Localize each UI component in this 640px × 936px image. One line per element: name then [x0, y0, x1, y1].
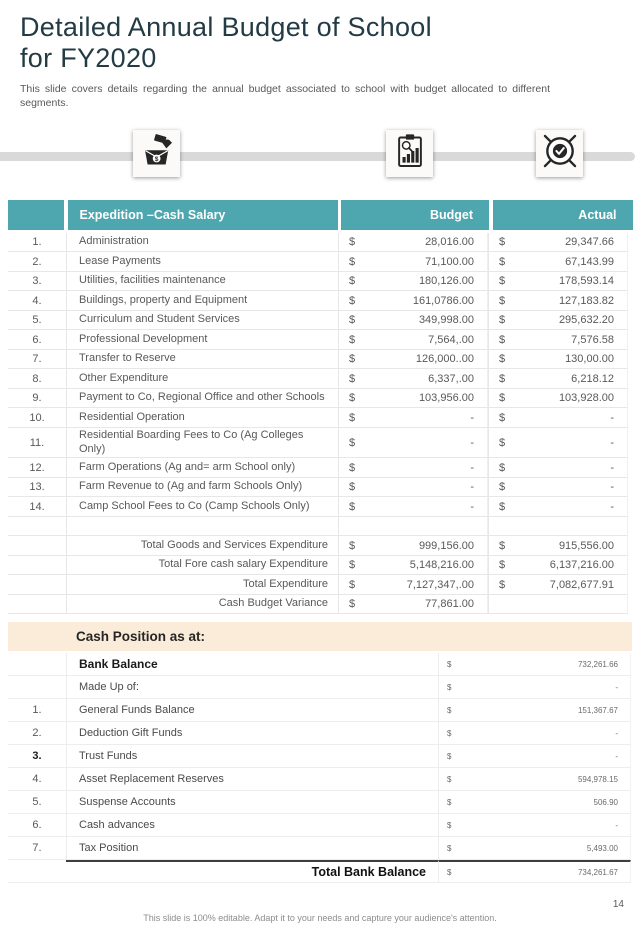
actual-value: 6,218.12 — [571, 372, 614, 385]
row-label: Cash advances — [66, 814, 438, 837]
row-amount — [438, 699, 631, 722]
currency-symbol: $ — [447, 705, 452, 715]
row-label: Administration — [66, 233, 338, 253]
row-actual — [488, 458, 628, 478]
currency-symbol: $ — [499, 392, 506, 405]
total-budget — [338, 556, 488, 576]
row-actual — [488, 408, 628, 428]
row-number: 7. — [8, 837, 66, 860]
actual-value: 67,143.99 — [565, 255, 614, 268]
budget-value: 28,016.00 — [425, 236, 474, 249]
row-number: 2. — [8, 252, 66, 272]
currency-symbol: $ — [447, 728, 452, 738]
row-label: General Funds Balance — [66, 699, 438, 722]
row-number — [8, 556, 66, 576]
row-label: Other Expenditure — [66, 369, 338, 389]
total-budget — [338, 575, 488, 595]
row-amount — [438, 814, 631, 837]
row-amount — [438, 722, 631, 745]
currency-symbol: $ — [349, 294, 356, 307]
actual-value: 29,347.66 — [565, 236, 614, 249]
total-label: Total Goods and Services Expenditure — [66, 536, 338, 556]
budget-row — [8, 497, 632, 517]
budget-value: - — [470, 500, 474, 513]
budget-value: 999,156.00 — [418, 539, 474, 552]
total-actual — [488, 595, 628, 615]
row-amount — [438, 768, 631, 791]
budget-value: - — [470, 481, 474, 494]
total-label: Total Expenditure — [66, 575, 338, 595]
actual-value: - — [610, 481, 614, 494]
budget-value: 349,998.00 — [418, 314, 474, 327]
currency-symbol: $ — [349, 392, 356, 405]
row-actual — [488, 291, 628, 311]
currency-symbol: $ — [499, 314, 506, 327]
currency-symbol: $ — [349, 436, 356, 449]
budget-value: 7,564,.00 — [428, 333, 474, 346]
row-budget — [338, 497, 488, 517]
total-label: Cash Budget Variance — [66, 595, 338, 615]
currency-symbol: $ — [499, 578, 506, 591]
budget-row — [8, 272, 632, 292]
currency-symbol: $ — [499, 372, 506, 385]
budget-value: 103,956.00 — [418, 392, 474, 405]
row-label: Transfer to Reserve — [66, 350, 338, 370]
budget-row — [8, 330, 632, 350]
row-label: Suspense Accounts — [66, 791, 438, 814]
row-label: Trust Funds — [66, 745, 438, 768]
cash-total-row — [8, 860, 632, 883]
currency-symbol: $ — [499, 255, 506, 268]
row-number: 4. — [8, 291, 66, 311]
currency-symbol: $ — [349, 481, 356, 494]
row-number — [8, 595, 66, 615]
actual-value: - — [610, 436, 614, 449]
actual-value: 915,556.00 — [558, 539, 614, 552]
budget-value: 180,126.00 — [418, 275, 474, 288]
budget-card — [386, 130, 433, 177]
row-number: 5. — [8, 311, 66, 331]
budget-table-totals — [8, 536, 632, 614]
cash-position-body — [8, 653, 632, 860]
cash-row — [8, 745, 632, 768]
row-number: 6. — [8, 814, 66, 837]
currency-symbol: $ — [349, 598, 356, 611]
budget-row — [8, 458, 632, 478]
budget-row — [8, 389, 632, 409]
cash-row — [8, 676, 632, 699]
currency-symbol: $ — [349, 314, 356, 327]
row-number: 4. — [8, 768, 66, 791]
budget-value: - — [470, 461, 474, 474]
header-item-cell: Expedition –Cash Salary — [68, 200, 338, 230]
cash-position-table — [8, 622, 632, 883]
row-number: 2. — [8, 722, 66, 745]
row-actual — [488, 350, 628, 370]
row-actual — [488, 389, 628, 409]
row-budget — [338, 369, 488, 389]
totals-row — [8, 556, 632, 576]
row-number — [8, 676, 66, 699]
actual-value: 7,082,677.91 — [549, 578, 614, 591]
row-budget — [338, 389, 488, 409]
header-actual-cell: Actual — [493, 200, 633, 230]
row-budget — [338, 350, 488, 370]
budget-row — [8, 252, 632, 272]
cash-row — [8, 814, 632, 837]
currency-symbol: $ — [499, 559, 506, 572]
row-budget — [338, 428, 488, 459]
budget-row — [8, 291, 632, 311]
amount-value: 734,261.67 — [577, 867, 618, 877]
row-actual — [488, 369, 628, 389]
amount-value: 732,261.66 — [577, 659, 618, 669]
currency-symbol: $ — [349, 236, 356, 249]
row-number — [8, 536, 66, 556]
currency-symbol: $ — [349, 353, 356, 366]
budget-value: 126,000..00 — [415, 353, 474, 366]
currency-symbol: $ — [349, 559, 356, 572]
row-label: Farm Revenue to (Ag and farm Schools Only) — [66, 478, 338, 498]
salary-cash-in-hand-icon — [139, 133, 175, 174]
budget-value: 6,337,.00 — [428, 372, 474, 385]
total-label: Total Fore cash salary Expenditure — [66, 556, 338, 576]
budget-row — [8, 517, 632, 537]
row-amount — [438, 745, 631, 768]
page-subtitle: This slide covers details regarding the annual budget associated to school with budget allocated to different segments. — [20, 82, 550, 109]
row-number — [8, 517, 66, 537]
currency-symbol: $ — [499, 539, 506, 552]
page-title — [20, 12, 620, 75]
budget-value: 7,127,347,.00 — [406, 578, 474, 591]
total-bank-balance-amount — [438, 860, 631, 883]
target-check-icon — [541, 132, 579, 175]
currency-symbol: $ — [499, 294, 506, 307]
row-label — [66, 517, 338, 537]
row-number: 12. — [8, 458, 66, 478]
amount-value: - — [615, 820, 618, 830]
currency-symbol: $ — [349, 461, 356, 474]
budget-row — [8, 478, 632, 498]
cash-row — [8, 837, 632, 860]
amount-value: - — [615, 682, 618, 692]
row-number: 13. — [8, 478, 66, 498]
row-budget — [338, 330, 488, 350]
budget-value: 5,148,216.00 — [409, 559, 474, 572]
total-budget — [338, 595, 488, 615]
row-number: 3. — [8, 745, 66, 768]
row-actual — [488, 517, 628, 537]
cash-row — [8, 699, 632, 722]
row-label: Utilities, facilities maintenance — [66, 272, 338, 292]
currency-symbol: $ — [499, 333, 506, 346]
budget-report-clipboard-icon — [392, 133, 428, 174]
row-label: Lease Payments — [66, 252, 338, 272]
amount-value: 5,493.00 — [586, 843, 618, 853]
row-actual — [488, 497, 628, 517]
currency-symbol: $ — [499, 461, 506, 474]
budget-value: 161,0786.00 — [412, 294, 474, 307]
budget-row — [8, 311, 632, 331]
budget-value: 71,100.00 — [425, 255, 474, 268]
currency-symbol: $ — [349, 500, 356, 513]
actual-value: - — [610, 461, 614, 474]
actual-value: 103,928.00 — [558, 392, 614, 405]
slide — [0, 12, 640, 936]
row-number: 9. — [8, 389, 66, 409]
totals-row — [8, 536, 632, 556]
footer-note: This slide is 100% editable. Adapt it to your needs and capture your audience's attention. — [143, 913, 497, 923]
row-amount — [438, 791, 631, 814]
svg-text:$: $ — [154, 155, 158, 163]
actual-value: 6,137,216.00 — [549, 559, 614, 572]
salary-card — [133, 130, 180, 177]
cash-row — [8, 722, 632, 745]
amount-value: 594,978.15 — [577, 774, 618, 784]
budget-row — [8, 369, 632, 389]
cash-row — [8, 791, 632, 814]
row-actual — [488, 428, 628, 459]
budget-table-header — [8, 200, 632, 230]
currency-symbol: $ — [447, 682, 452, 692]
actual-value: 127,183.82 — [558, 294, 614, 307]
currency-symbol: $ — [499, 481, 506, 494]
currency-symbol: $ — [349, 255, 356, 268]
row-label: Residential Boarding Fees to Co (Ag Colleges Only) — [66, 428, 338, 459]
row-number — [8, 653, 66, 676]
budget-value: 77,861.00 — [425, 598, 474, 611]
currency-symbol: $ — [447, 867, 452, 877]
cash-position-header: Cash Position as at: — [8, 622, 632, 651]
row-budget — [338, 311, 488, 331]
row-label: Made Up of: — [66, 676, 438, 699]
total-budget — [338, 536, 488, 556]
row-budget — [338, 517, 488, 537]
total-bank-balance-label: Total Bank Balance — [66, 860, 438, 883]
header-number-cell — [8, 200, 64, 230]
totals-row — [8, 575, 632, 595]
row-number: 6. — [8, 330, 66, 350]
total-actual — [488, 536, 628, 556]
row-actual — [488, 311, 628, 331]
currency-symbol: $ — [349, 275, 356, 288]
row-label: Camp School Fees to Co (Camp Schools Only) — [66, 497, 338, 517]
row-number: 5. — [8, 791, 66, 814]
budget-row — [8, 408, 632, 428]
budget-value: - — [470, 411, 474, 424]
budget-row — [8, 350, 632, 370]
cash-row — [8, 768, 632, 791]
row-budget — [338, 291, 488, 311]
actual-value: - — [610, 411, 614, 424]
row-actual — [488, 330, 628, 350]
currency-symbol: $ — [447, 797, 452, 807]
row-label: Buildings, property and Equipment — [66, 291, 338, 311]
row-label: Residential Operation — [66, 408, 338, 428]
row-actual — [488, 252, 628, 272]
icon-band — [0, 130, 640, 188]
row-label: Deduction Gift Funds — [66, 722, 438, 745]
totals-row — [8, 595, 632, 615]
currency-symbol: $ — [447, 843, 452, 853]
currency-symbol: $ — [499, 500, 506, 513]
currency-symbol: $ — [349, 539, 356, 552]
amount-value: - — [615, 751, 618, 761]
row-number: 1. — [8, 233, 66, 253]
row-amount — [438, 653, 631, 676]
row-amount — [438, 676, 631, 699]
actual-value: 7,576.58 — [571, 333, 614, 346]
row-label: Professional Development — [66, 330, 338, 350]
header-budget-cell: Budget — [341, 200, 489, 230]
currency-symbol: $ — [349, 372, 356, 385]
currency-symbol: $ — [499, 436, 506, 449]
row-actual — [488, 478, 628, 498]
row-number: 10. — [8, 408, 66, 428]
actual-value: - — [610, 500, 614, 513]
row-budget — [338, 252, 488, 272]
row-label: Payment to Co, Regional Office and other Schools — [66, 389, 338, 409]
budget-value: - — [470, 436, 474, 449]
currency-symbol: $ — [447, 820, 452, 830]
row-label: Farm Operations (Ag and= arm School only) — [66, 458, 338, 478]
row-number: 11. — [8, 428, 66, 459]
budget-row — [8, 428, 632, 459]
target-card — [536, 130, 583, 177]
total-actual — [488, 556, 628, 576]
currency-symbol: $ — [499, 411, 506, 424]
row-budget — [338, 478, 488, 498]
currency-symbol: $ — [349, 333, 356, 346]
amount-value: 151,367.67 — [577, 705, 618, 715]
row-amount — [438, 837, 631, 860]
row-budget — [338, 272, 488, 292]
row-budget — [338, 458, 488, 478]
page-number: 14 — [612, 899, 624, 910]
currency-symbol: $ — [499, 236, 506, 249]
row-budget — [338, 408, 488, 428]
total-actual — [488, 575, 628, 595]
row-label: Curriculum and Student Services — [66, 311, 338, 331]
amount-value: - — [615, 728, 618, 738]
row-label: Asset Replacement Reserves — [66, 768, 438, 791]
actual-value: 178,593.14 — [558, 275, 614, 288]
currency-symbol: $ — [499, 275, 506, 288]
row-label: Tax Position — [66, 837, 438, 860]
actual-value: 295,632.20 — [558, 314, 614, 327]
row-label: Bank Balance — [66, 653, 438, 676]
currency-symbol: $ — [349, 578, 356, 591]
currency-symbol: $ — [499, 353, 506, 366]
actual-value: 130,00.00 — [565, 353, 614, 366]
currency-symbol: $ — [447, 659, 452, 669]
row-number: 8. — [8, 369, 66, 389]
row-number: 14. — [8, 497, 66, 517]
row-number: 7. — [8, 350, 66, 370]
row-number — [8, 575, 66, 595]
row-number: 1. — [8, 699, 66, 722]
budget-row — [8, 233, 632, 253]
page-title-line2: for FY2020 — [20, 43, 157, 74]
row-number — [8, 860, 66, 883]
row-number: 3. — [8, 272, 66, 292]
page-title-line1: Detailed Annual Budget of School — [20, 12, 432, 42]
budget-table — [8, 200, 632, 615]
row-actual — [488, 272, 628, 292]
currency-symbol: $ — [447, 774, 452, 784]
amount-value: 506.90 — [593, 797, 618, 807]
row-actual — [488, 233, 628, 253]
row-budget — [338, 233, 488, 253]
currency-symbol: $ — [447, 751, 452, 761]
currency-symbol: $ — [349, 411, 356, 424]
budget-table-body — [8, 233, 632, 537]
cash-row — [8, 653, 632, 676]
